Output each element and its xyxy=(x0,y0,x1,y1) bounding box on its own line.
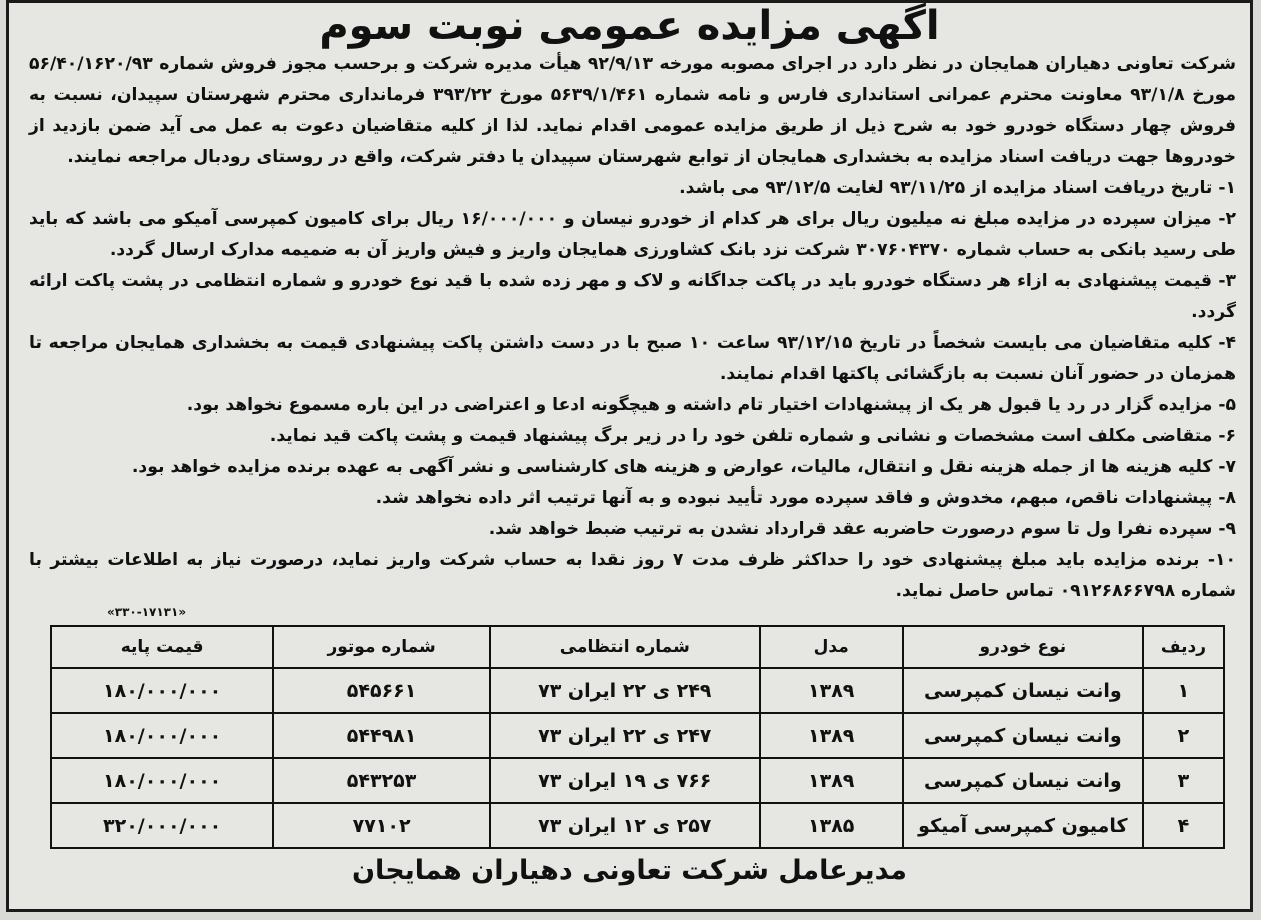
cell-plate-number: ۲۴۹ ی ۲۲ ایران ۷۳ xyxy=(490,668,760,713)
cell-model: ۱۳۸۵ xyxy=(760,803,903,848)
cell-row-number: ۴ xyxy=(1143,803,1224,848)
cell-vehicle-type: وانت نیسان کمپرسی xyxy=(903,668,1143,713)
header-vehicle-type: نوع خودرو xyxy=(903,626,1143,668)
notice-title: اگهی مزایده عمومی نوبت سوم xyxy=(319,3,940,49)
clause-6: ۶- متقاضی مکلف است مشخصات و نشانی و شماره تلفن خود را در زیر برگ پیشنهاد قیمت و پشت پاکت قید نماید. xyxy=(269,426,1236,446)
signature-line: مدیرعامل شرکت تعاونی دهیاران همایجان xyxy=(352,855,907,886)
clause-5: ۵- مزایده گزار در رد یا قبول هر یک از پیشنهادات اختیار تام داشته و هیچگونه ادعا و اعتراضی در این باره مسموع نخواهد بود. xyxy=(186,395,1236,415)
cell-base-price: ۱۸۰/۰۰۰/۰۰۰ xyxy=(51,758,273,803)
cell-row-number: ۱ xyxy=(1143,668,1224,713)
table-row xyxy=(51,803,1224,848)
clause-8: ۸- پیشنهادات ناقص، مبهم، مخدوش و فاقد سپرده مورد تأیید نبوده و به آنها ترتیب اثر داده نخواهد شد. xyxy=(375,488,1236,508)
cell-vehicle-type: وانت نیسان کمپرسی xyxy=(903,758,1143,803)
header-row-number: ردیف xyxy=(1143,626,1224,668)
reference-number: «۳۳۰-۱۷۱۳۱» xyxy=(107,605,187,619)
vehicles-table xyxy=(50,625,1225,849)
auction-notice xyxy=(6,0,1253,912)
intro-paragraph: شرکت تعاونی دهیاران همایجان در نظر دارد در اجرای مصوبه مورخه ۹۲/۹/۱۳ هیأت مدیره شرکت و برحسب مجوز فروش شماره ۵۶/۴۰/۱۶۲۰/۹۳ مورخ ۹۳/۱/۸ معاونت محترم عمرانی استانداری فارس و نامه شماره ۵۶۳۹/۱/۴۶۱ مورخ ۳۹۳/۲۲ فرمانداری محترم شهرستان سپیدان، نسبت به فروش چهار دستگاه خودرو خود به شرح ذیل از طریق مزایده عمومی اقدام نماید. لذا از کلیه متقاضیان دعوت به عمل می آید ضمن بازدید از خودروها جهت دریافت اسناد مزایده به بخشداری همایجان از توابع شهرستان سپیدان یا دفتر شرکت، واقع در روستای رودبال مراجعه نمایند. xyxy=(29,54,1237,167)
cell-row-number: ۲ xyxy=(1143,713,1224,758)
clause-7: ۷- کلیه هزینه ها از جمله هزینه نقل و انتقال، مالیات، عوارض و هزینه های کارشناسی و نشر آگهی به عهده برنده مزایده خواهد بود. xyxy=(131,457,1236,477)
cell-plate-number: ۷۶۶ ی ۱۹ ایران ۷۳ xyxy=(490,758,760,803)
table-row xyxy=(51,758,1224,803)
header-engine-number: شماره موتور xyxy=(273,626,490,668)
header-plate-number: شماره انتظامی xyxy=(490,626,760,668)
cell-base-price: ۱۸۰/۰۰۰/۰۰۰ xyxy=(51,713,273,758)
cell-plate-number: ۲۴۷ ی ۲۲ ایران ۷۳ xyxy=(490,713,760,758)
cell-base-price: ۳۲۰/۰۰۰/۰۰۰ xyxy=(51,803,273,848)
cell-model: ۱۳۸۹ xyxy=(760,758,903,803)
cell-model: ۱۳۸۹ xyxy=(760,713,903,758)
cell-vehicle-type: وانت نیسان کمپرسی xyxy=(903,713,1143,758)
cell-engine-number: ۵۴۴۹۸۱ xyxy=(273,713,490,758)
cell-engine-number: ۵۴۳۲۵۳ xyxy=(273,758,490,803)
notice-body xyxy=(9,49,1250,607)
header-base-price: قیمت پایه xyxy=(51,626,273,668)
clause-10: ۱۰- برنده مزایده باید مبلغ پیشنهادی خود را حداکثر ظرف مدت ۷ روز نقدا به حساب شرکت واریز نماید، درصورت نیاز به اطلاعات بیشتر با شماره ۰۹۱۲۶۸۶۶۷۹۸ تماس حاصل نماید. xyxy=(29,550,1236,601)
table-row xyxy=(51,668,1224,713)
clause-3: ۳- قیمت پیشنهادی به ازاء هر دستگاه خودرو باید در پاکت جداگانه و لاک و مهر زده شده با قید نوع خودرو و شماره انتظامی در پشت پاکت ارائه گردد. xyxy=(29,271,1236,322)
clause-9: ۹- سپرده نفرا ول تا سوم درصورت حاضربه عقد قرارداد نشدن به ترتیب ضبط خواهد شد. xyxy=(488,519,1236,539)
cell-engine-number: ۷۷۱۰۲ xyxy=(273,803,490,848)
cell-model: ۱۳۸۹ xyxy=(760,668,903,713)
cell-plate-number: ۲۵۷ ی ۱۲ ایران ۷۳ xyxy=(490,803,760,848)
header-model: مدل xyxy=(760,626,903,668)
clause-1: ۱- تاریخ دریافت اسناد مزایده از ۹۳/۱۱/۲۵ لغایت ۹۳/۱۲/۵ می باشد. xyxy=(679,178,1236,198)
table-row xyxy=(51,713,1224,758)
cell-row-number: ۳ xyxy=(1143,758,1224,803)
clause-2: ۲- میزان سپرده در مزایده مبلغ نه میلیون ریال برای هر کدام از خودرو نیسان و ۱۶/۰۰۰/۰۰۰ ریال برای کامیون کمپرسی آمیکو می باشد که باید طی رسید بانکی به حساب شماره ۳۰۷۶۰۴۳۷۰ شرکت نزد بانک کشاورزی همایجان واریز و فیش واریز آن به ضمیمه مدارک ارسال گردد. xyxy=(29,209,1236,260)
cell-engine-number: ۵۴۵۶۶۱ xyxy=(273,668,490,713)
clause-4: ۴- کلیه متقاضیان می بایست شخصاً در تاریخ ۹۳/۱۲/۱۵ ساعت ۱۰ صبح با در دست داشتن پاکت پیشنهادی قیمت به بخشداری همایجان مراجعه تا همزمان در حضور آنان نسبت به بازگشائی پاکتها اقدام نمایند. xyxy=(29,333,1237,384)
cell-base-price: ۱۸۰/۰۰۰/۰۰۰ xyxy=(51,668,273,713)
cell-vehicle-type: کامیون کمپرسی آمیکو xyxy=(903,803,1143,848)
table-header-row xyxy=(51,626,1224,668)
